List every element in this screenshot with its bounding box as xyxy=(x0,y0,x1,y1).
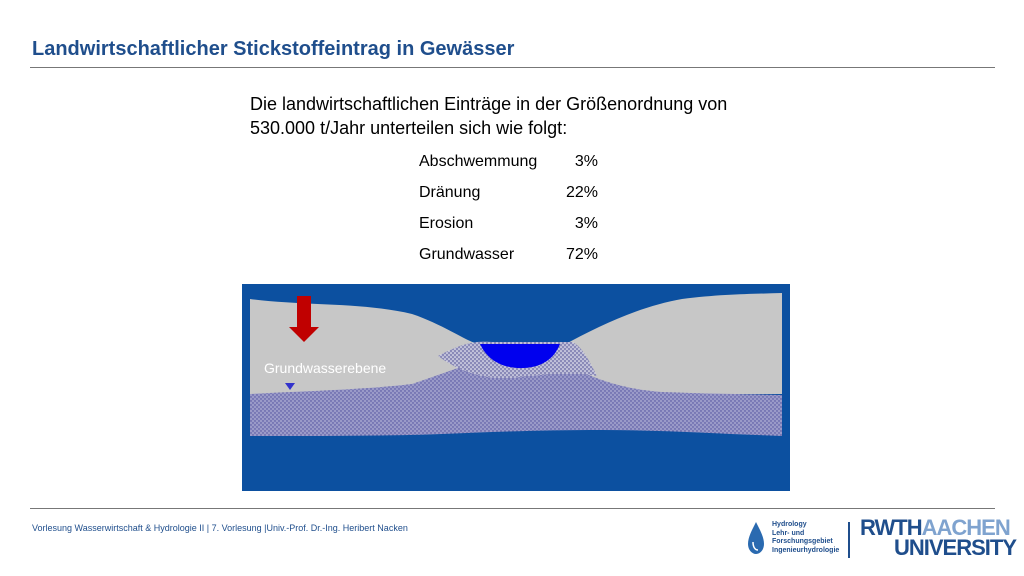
groundwater-diagram xyxy=(242,284,790,491)
hydro-line: Hydrology xyxy=(772,521,807,528)
hydro-line: Lehr- und xyxy=(772,529,805,537)
distribution-list xyxy=(419,153,598,277)
rwth-logo-text: RWTH xyxy=(860,515,922,540)
water-drop-icon xyxy=(746,520,766,556)
intro-text xyxy=(250,92,790,140)
distribution-name: Grundwasser xyxy=(419,246,515,263)
rwth-logo xyxy=(860,515,1017,560)
distribution-row xyxy=(419,184,598,215)
intro-line-1: Die landwirtschaftlichen Einträge in der Größenordnung von xyxy=(250,94,728,114)
distribution-row xyxy=(419,215,598,246)
footer-divider xyxy=(30,508,995,509)
distribution-row xyxy=(419,153,598,184)
distribution-row xyxy=(419,246,598,277)
hydro-line: Ingenieurhydrologie xyxy=(772,546,840,554)
slide-title: Landwirtschaftlicher Stickstoffeintrag in Gewässer xyxy=(32,38,515,60)
distribution-value: 3% xyxy=(574,153,598,170)
distribution-value: 72% xyxy=(565,246,598,263)
distribution-value: 22% xyxy=(565,184,598,201)
hydrology-logo-text xyxy=(772,521,839,555)
intro-line-2: 530.000 t/Jahr unterteilen sich wie folgt: xyxy=(250,118,568,138)
rwth-logo-university: UNIVERSITY xyxy=(894,535,1017,560)
distribution-name: Erosion xyxy=(419,215,474,232)
title-divider xyxy=(30,67,995,68)
hydrology-logo xyxy=(746,520,839,556)
distribution-name: Dränung xyxy=(419,184,481,201)
distribution-value: 3% xyxy=(574,215,598,232)
hydro-line: Forschungsgebiet xyxy=(772,538,833,545)
rwth-logo-city: AACHEN xyxy=(921,515,1010,540)
logo-separator xyxy=(848,522,850,558)
groundwater-level-label: Grundwasserebene xyxy=(264,360,387,376)
footer-text: Vorlesung Wasserwirtschaft & Hydrologie II | 7. Vorlesung |Univ.-Prof. Dr.-Ing. Heribert Nacken xyxy=(32,523,408,533)
distribution-name: Abschwemmung xyxy=(419,153,538,170)
